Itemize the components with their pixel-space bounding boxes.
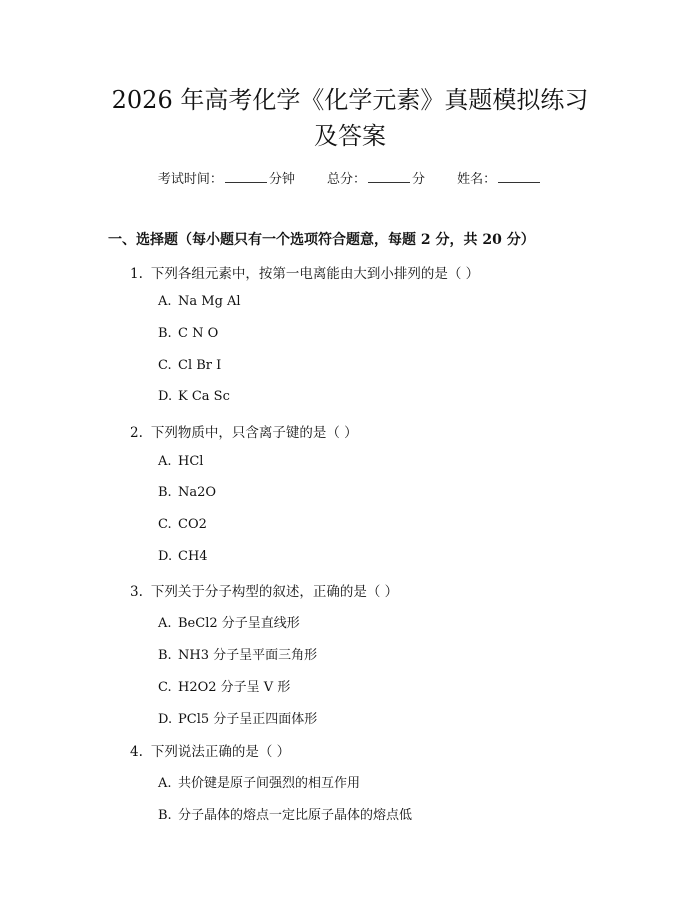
question-1 (130, 262, 479, 282)
option-letter: A. (158, 776, 172, 791)
question-3 (130, 580, 398, 600)
question-2-option-d[interactable] (158, 549, 208, 564)
student-name (457, 168, 542, 187)
option-letter: D. (158, 549, 173, 564)
page-title (80, 82, 620, 154)
title-line-2: 及答案 (314, 122, 386, 150)
option-text: Cl Br I (178, 358, 222, 373)
question-number: 4. (130, 744, 143, 760)
option-letter: C. (158, 517, 172, 532)
question-4 (130, 740, 290, 760)
option-text: 共价键是原子间强烈的相互作用 (178, 776, 361, 791)
option-letter: D. (158, 712, 173, 727)
question-text: 下列说法正确的是（ ） (150, 744, 291, 760)
exam-time (158, 168, 295, 187)
score-label: 总分： (326, 172, 366, 187)
option-letter: B. (158, 808, 172, 823)
time-label: 考试时间： (157, 172, 223, 187)
score-blank[interactable] (368, 170, 410, 183)
option-letter: B. (158, 648, 172, 663)
option-letter: D. (158, 389, 173, 404)
time-unit: 分钟 (268, 172, 295, 187)
question-3-option-a[interactable] (158, 612, 300, 631)
question-2-option-b[interactable] (158, 485, 216, 500)
name-blank[interactable] (498, 170, 540, 183)
name-label: 姓名： (457, 172, 497, 187)
question-2-option-a[interactable] (158, 454, 203, 469)
option-text: NH3 分子呈平面三角形 (178, 648, 318, 663)
question-number: 1. (130, 266, 143, 282)
option-text: HCl (178, 454, 204, 469)
option-text: Na Mg Al (178, 294, 241, 309)
question-text: 下列物质中，只含离子键的是（ ） (150, 425, 358, 441)
question-3-option-c[interactable] (158, 676, 290, 695)
option-letter: C. (158, 358, 172, 373)
score-unit: 分 (412, 172, 426, 187)
question-3-option-b[interactable] (158, 644, 317, 663)
question-number: 3. (130, 584, 143, 600)
option-text: CO2 (178, 517, 207, 532)
option-letter: A. (158, 616, 172, 631)
option-letter: A. (158, 294, 172, 309)
question-text: 下列各组元素中，按第一电离能由大到小排列的是（ ） (150, 266, 480, 282)
option-text: Na2O (178, 485, 217, 500)
option-letter: A. (158, 454, 172, 469)
option-text: H2O2 分子呈 V 形 (178, 680, 291, 695)
section-heading: 一、选择题（每小题只有一个选项符合题意，每题 2 分，共 20 分） (108, 232, 535, 248)
option-letter: B. (158, 485, 172, 500)
title-line-1: 2026 年高考化学《化学元素》真题模拟练习 (111, 86, 589, 114)
option-text: BeCl2 分子呈直线形 (178, 616, 300, 631)
question-2-option-c[interactable] (158, 517, 207, 532)
question-text: 下列关于分子构型的叙述，正确的是（ ） (150, 584, 399, 600)
exam-meta (0, 168, 700, 187)
option-letter: C. (158, 680, 172, 695)
total-score (327, 168, 425, 187)
option-text: C N O (178, 326, 219, 341)
option-letter: B. (158, 326, 172, 341)
question-4-option-a[interactable] (158, 772, 360, 791)
question-1-option-a[interactable] (158, 294, 241, 309)
question-1-option-c[interactable] (158, 358, 221, 373)
option-text: CH4 (178, 549, 208, 564)
question-1-option-b[interactable] (158, 326, 218, 341)
question-number: 2. (130, 425, 143, 441)
question-2 (130, 421, 358, 441)
question-1-option-d[interactable] (158, 389, 230, 404)
time-blank[interactable] (225, 170, 267, 183)
question-3-option-d[interactable] (158, 708, 317, 727)
option-text: PCl5 分子呈正四面体形 (178, 712, 318, 727)
option-text: 分子晶体的熔点一定比原子晶体的熔点低 (178, 808, 413, 823)
question-4-option-b[interactable] (158, 804, 412, 823)
option-text: K Ca Sc (178, 389, 230, 404)
